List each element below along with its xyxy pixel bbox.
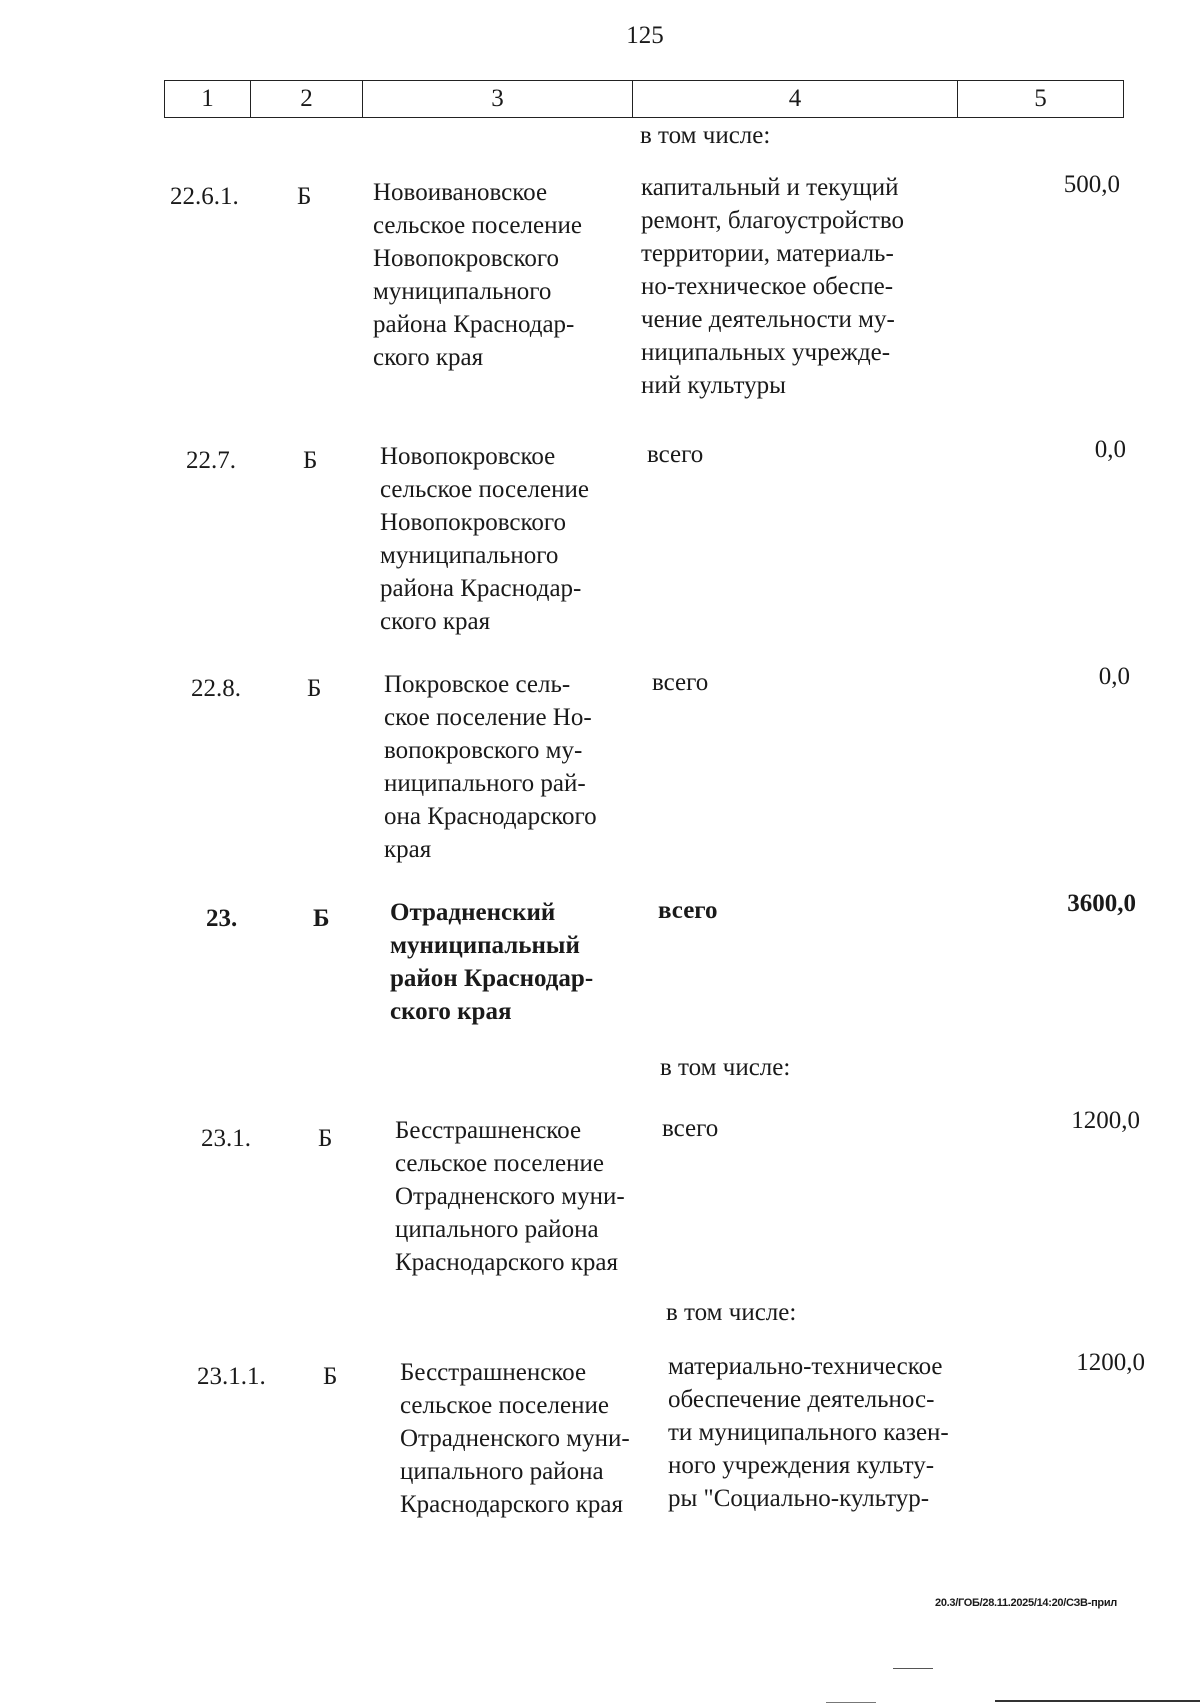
name-line: сельское поселение — [373, 212, 582, 239]
row-number: 22.8. — [191, 675, 241, 702]
header-col-4: 4 — [633, 81, 958, 117]
header-col-2: 2 — [251, 81, 363, 117]
row-name — [400, 1356, 650, 1521]
scan-edge-mark — [995, 1700, 1200, 1702]
name-line: муниципальный — [390, 932, 580, 959]
purpose-line: материально-техническое — [668, 1353, 943, 1380]
row-purpose — [658, 894, 858, 927]
purpose-line: территории, материаль- — [641, 240, 894, 267]
name-line: Краснодарского края — [395, 1249, 618, 1276]
row-sum: 3600,0 — [1067, 890, 1136, 917]
name-line: Новопокровского — [380, 509, 566, 536]
purpose-line: ти муниципального казен- — [668, 1419, 949, 1446]
scan-mark — [893, 1668, 933, 1669]
name-line: муниципального — [373, 278, 552, 305]
name-line: Отрадненского муни- — [400, 1425, 630, 1452]
purpose-line: ного учреждения культу- — [668, 1452, 935, 1479]
row-sum: 0,0 — [1098, 663, 1130, 690]
row-purpose — [668, 1350, 970, 1515]
row-category: Б — [303, 447, 318, 474]
row-number: 23.1. — [201, 1125, 251, 1152]
name-line: ское поселение Но- — [384, 704, 592, 731]
purpose-line: всего — [662, 1115, 719, 1142]
name-line: сельское поселение — [380, 476, 589, 503]
name-line: Отрадненский — [390, 899, 556, 926]
purpose-line: но-техническое обеспе- — [641, 273, 894, 300]
row-sum: 1200,0 — [1076, 1349, 1145, 1376]
name-line: края — [384, 836, 432, 863]
row-sum: 1200,0 — [1071, 1107, 1140, 1134]
document-code: 20.3/ГОБ/28.11.2025/14:20/СЗВ-прил — [935, 1597, 1117, 1609]
name-line: района Краснодар- — [373, 311, 575, 338]
purpose-line: ры "Социально-культур- — [668, 1485, 930, 1512]
header-col-3: 3 — [363, 81, 633, 117]
row-name — [384, 668, 635, 866]
row-name — [380, 440, 630, 638]
name-line: вопокровского му- — [384, 737, 583, 764]
including-label: в том числе: — [660, 1054, 791, 1081]
row-category: Б — [297, 183, 312, 210]
row-number: 23.1.1. — [197, 1363, 266, 1390]
purpose-line: всего — [658, 897, 718, 924]
row-name — [390, 896, 638, 1028]
name-line: Покровское сель- — [384, 671, 571, 698]
name-line: ципального района — [395, 1216, 599, 1243]
row-name — [373, 176, 623, 374]
name-line: Краснодарского края — [400, 1491, 623, 1518]
name-line: ского края — [373, 344, 484, 371]
purpose-line: всего — [652, 669, 709, 696]
row-purpose — [641, 171, 943, 402]
row-sum: 0,0 — [1094, 436, 1126, 463]
name-line: Бесстрашненское — [400, 1359, 587, 1386]
name-line: ского края — [380, 608, 491, 635]
row-number: 22.6.1. — [170, 183, 239, 210]
name-line: Новоивановское — [373, 179, 548, 206]
name-line: она Краснодарского — [384, 803, 597, 830]
row-category: Б — [307, 675, 322, 702]
row-number: 23. — [206, 905, 238, 932]
purpose-line: обеспечение деятельнос- — [668, 1386, 935, 1413]
row-number: 22.7. — [186, 447, 236, 474]
row-name — [395, 1114, 643, 1279]
header-col-1: 1 — [165, 81, 251, 117]
row-category: Б — [318, 1125, 333, 1152]
row-sum: 500,0 — [1063, 171, 1120, 198]
header-col-5: 5 — [1034, 85, 1047, 112]
purpose-line: ниципальных учрежде- — [641, 339, 891, 366]
page-number: 125 — [626, 22, 664, 49]
row-purpose — [662, 1112, 862, 1145]
name-line: ципального района — [400, 1458, 604, 1485]
purpose-line: капитальный и текущий — [641, 174, 899, 201]
row-category: Б — [313, 905, 330, 932]
including-label: в том числе: — [640, 122, 771, 149]
name-line: Новопокровское — [380, 443, 556, 470]
name-line: муниципального — [380, 542, 559, 569]
name-line: район Краснодар- — [390, 965, 594, 992]
row-purpose — [652, 666, 852, 699]
name-line: ниципального рай- — [384, 770, 586, 797]
purpose-line: всего — [647, 441, 704, 468]
name-line: района Краснодар- — [380, 575, 582, 602]
row-purpose — [647, 438, 847, 471]
purpose-line: чение деятельности му- — [641, 306, 895, 333]
name-line: Отрадненского муни- — [395, 1183, 625, 1210]
purpose-line: ремонт, благоустройство — [641, 207, 905, 234]
name-line: Новопокровского — [373, 245, 559, 272]
including-label: в том числе: — [666, 1299, 797, 1326]
table-header-row — [164, 80, 1124, 118]
row-category: Б — [323, 1363, 338, 1390]
name-line: Бесстрашненское — [395, 1117, 582, 1144]
name-line: сельское поселение — [400, 1392, 609, 1419]
name-line: сельское поселение — [395, 1150, 604, 1177]
purpose-line: ний культуры — [641, 372, 786, 399]
name-line: ского края — [390, 998, 512, 1025]
